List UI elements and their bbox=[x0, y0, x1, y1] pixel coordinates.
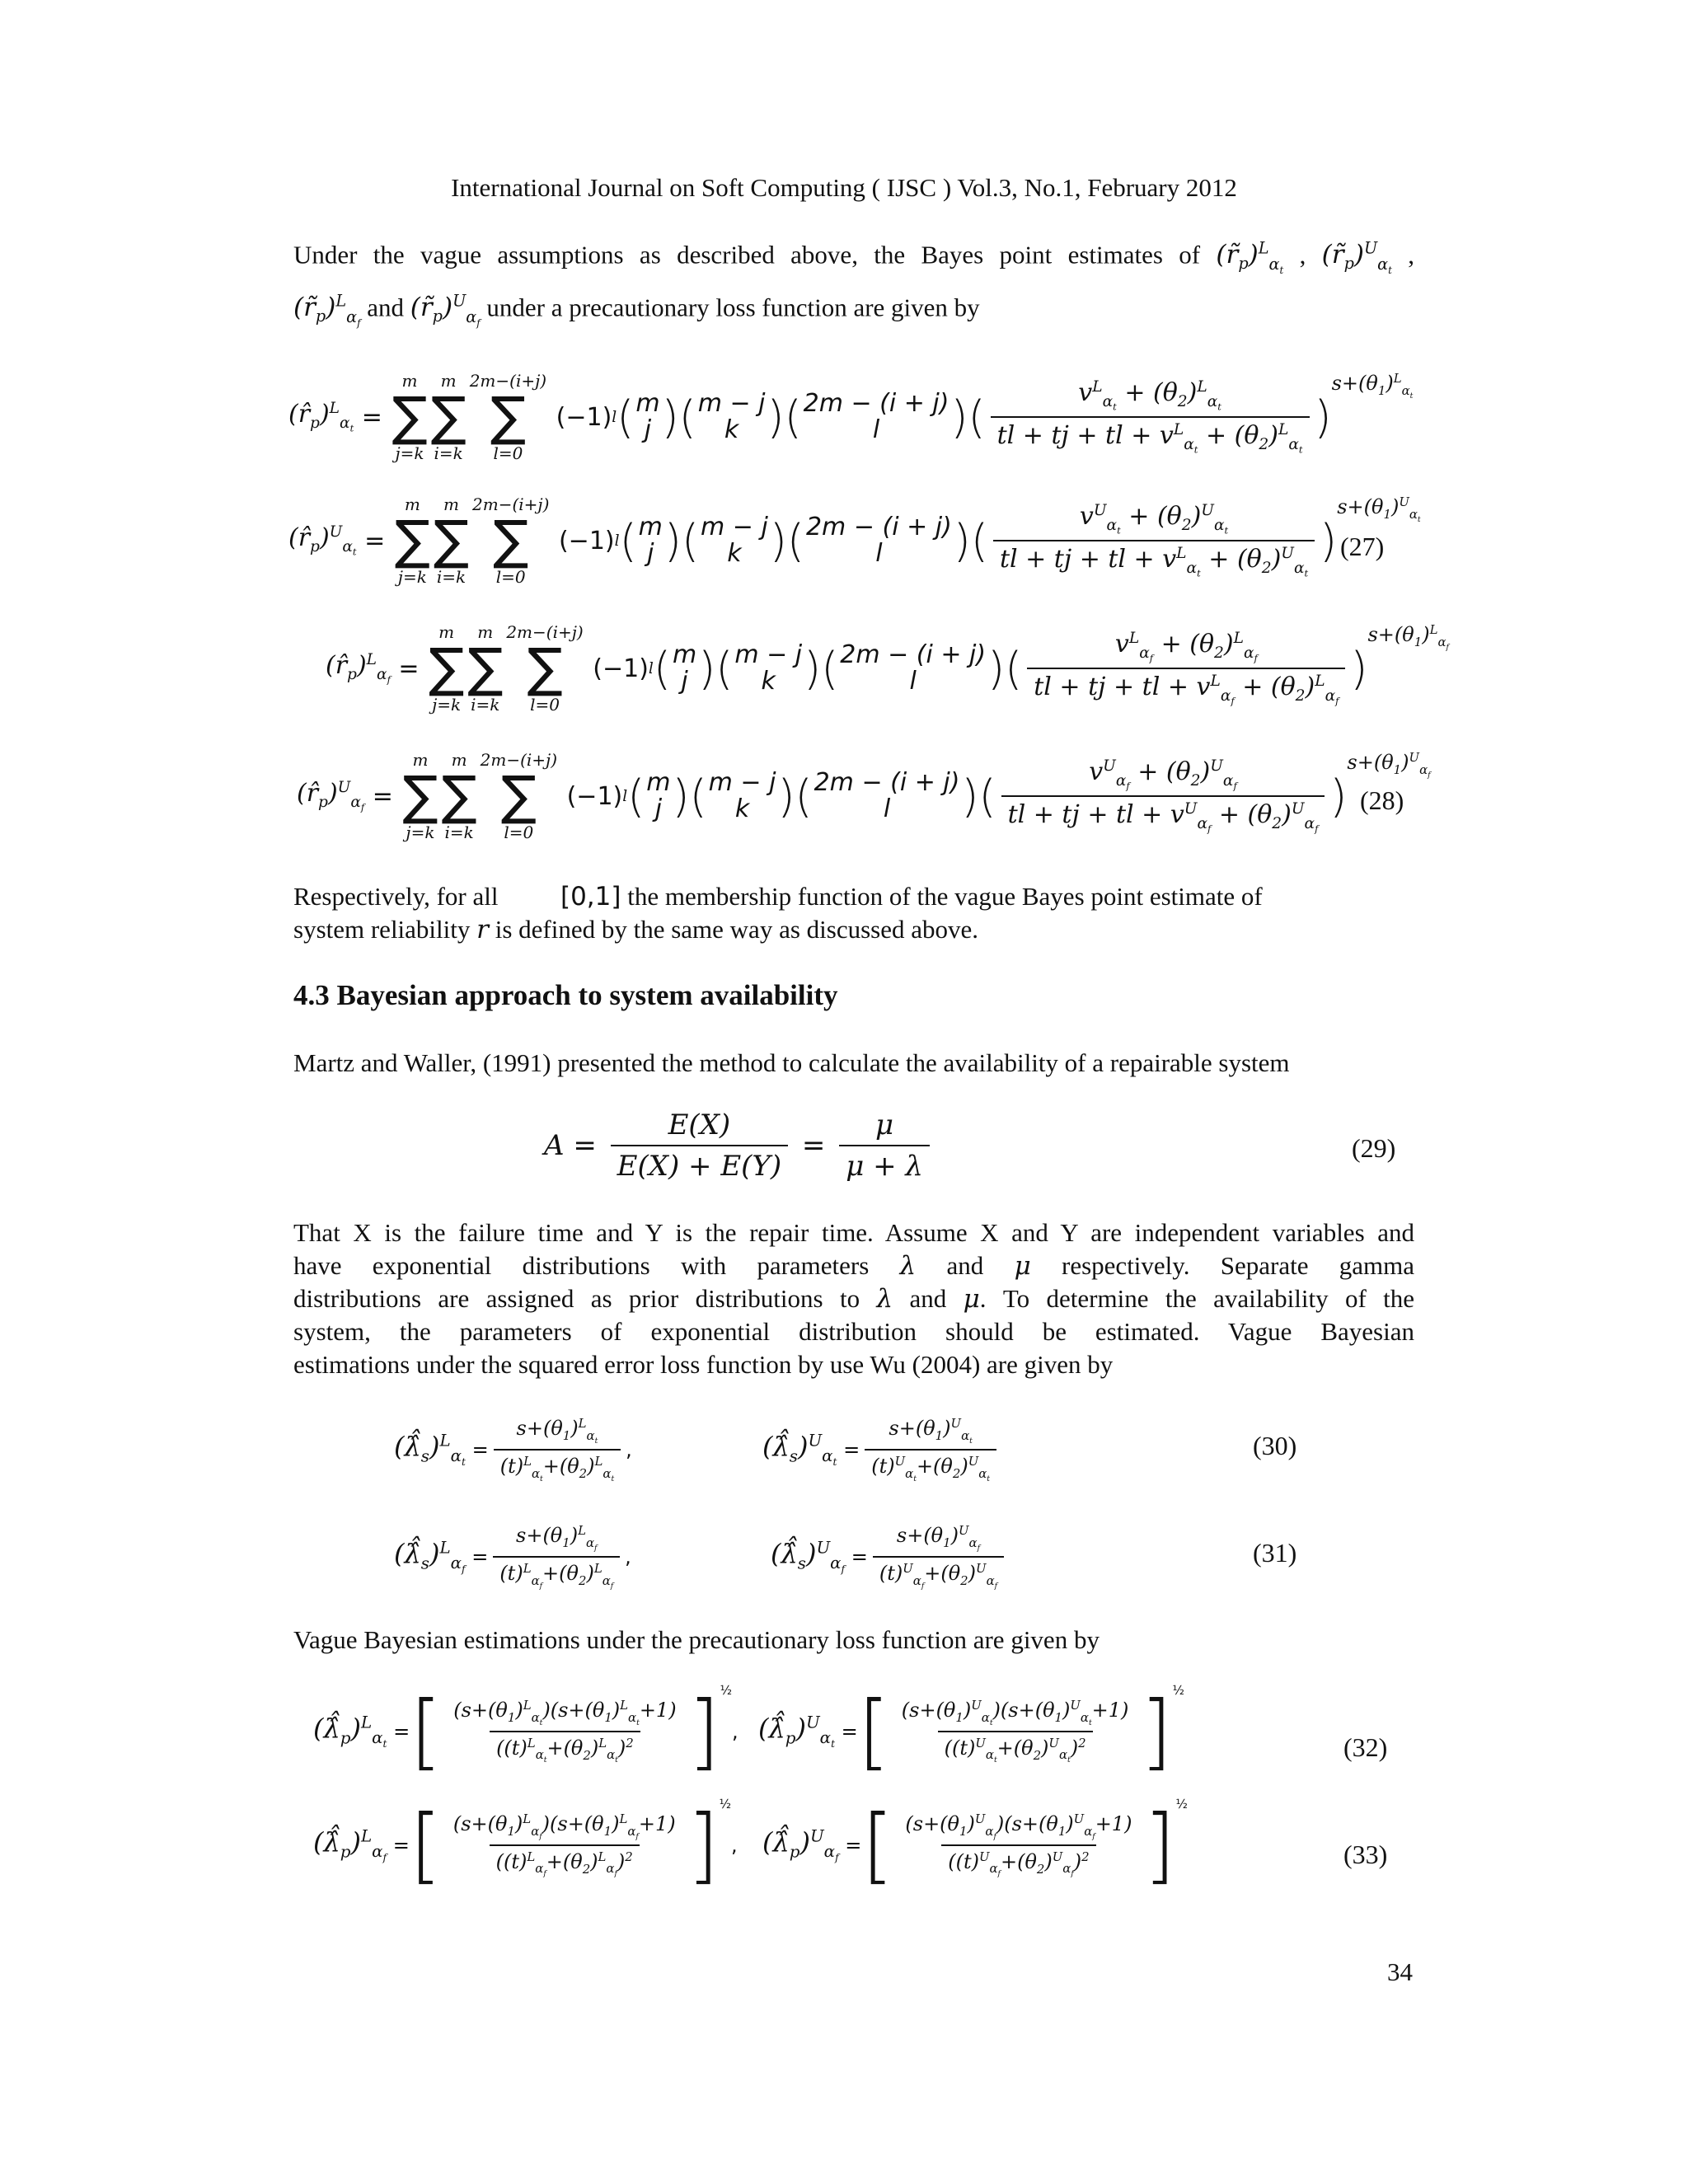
equation-32-lower: $(\lambdâ̂_p)^L_{\alpha_t}$ = [ $\frac{(s+(\theta_1)^L_{\alpha_t})(s+(\theta_1)^L_{\alpha_t}+1)}{((t)^L_{\alpha_t}+(\theta_2)^L_{\alpha_t})^2}$ ] $^{\frac{1}{2}}$ , bbox=[313, 1683, 738, 1779]
equation-number-33: (33) bbox=[1343, 1840, 1388, 1869]
intro-paragraph-line1: Under the vague assumptions as described above, the Bayes point estimates of $(r̃_p)^L_{\alpha_t}$ , $(r̃_p)^U_{\alpha_t}$ , bbox=[293, 239, 1415, 276]
equation-31-upper: $(\lambdâ̂_s)^U_{\alpha_f}$ = $\frac{s+(\theta_1)^U_{\alpha_f}}{(t)^U_{\alpha_f}+(\theta_2)^U_{\alpha_f}}$ bbox=[771, 1523, 1009, 1591]
equation-33-upper: $(\lambdâ̂_p)^U_{\alpha_f}$ = [ $\frac{(s+(\theta_1)^U_{\alpha_f})(s+(\theta_1)^U_{\alpha_f}+1)}{((t)^U_{\alpha_f}+(\theta_2)^U_{\alpha_f})^2}$ ] $^{\frac{1}{2}}$ bbox=[762, 1797, 1188, 1893]
running-header: International Journal on Soft Computing ( IJSC ) Vol.3, No.1, February 2012 bbox=[451, 173, 1237, 202]
r-tilde-p-U-alpha-f: $(r̃_p)^U_{\alpha_f}$ bbox=[410, 292, 481, 329]
equation-number-30: (30) bbox=[1253, 1431, 1297, 1460]
equation-27-upper: $(r̂_p)^U_{\alpha_t}$ = m ∑ j=k m ∑ i=k 2m−(i+j) ∑ l=0 (−1) l ( m j ) ( m − j k ) ( 2m − (i + j) l ) ( $\frac{v^U_{\alpha_t} + (\theta_2)^U_{\alpha_t}}{tl + tj + tl + v^L_{\alpha_t} + (\theta_2)^U_{\alpha_t}}$ ) $^{s+(\theta_1 )^U_{\alpha_t}}$ bbox=[288, 494, 1421, 587]
assumption-paragraph-line3: distributions are assigned as prior distributions to λ and μ. To determine the availability of the bbox=[293, 1284, 1415, 1314]
equation-28-upper: $(r̂_p)^U_{\alpha_f}$ = m ∑ j=k m ∑ i=k 2m−(i+j) ∑ l=0 (−1) l ( m j ) ( m − j k ) ( 2m − (i + j) l ) ( $\frac{v^U_{\alpha_f} + (\theta_2)^U_{\alpha_f}}{tl + tj + tl + v^U_{\alpha_f} + (\theta_2)^U_{\alpha_f}}$ ) $^{s+(\theta_1 )^U_{\alpha_f}}$ bbox=[297, 750, 1431, 842]
equation-30-upper: $(\lambdâ̂_s)^U_{\alpha_t}$ = $\frac{s+(\theta_1)^U_{\alpha_t}}{(t)^U_{\alpha_t}+(\theta_2)^U_{\alpha_t}}$ bbox=[762, 1416, 1001, 1483]
assumption-paragraph-line2: have exponential distributions with parameters λ and μ respectively. Separate gamma bbox=[293, 1251, 1415, 1281]
equation-30-lower: $(\lambdâ̂_s)^L_{\alpha_t}$ = $\frac{s+(\theta_1)^L_{\alpha_t}}{(t)^L_{\alpha_t}+(\theta_2)^L_{\alpha_t}}$ , bbox=[394, 1416, 632, 1483]
equation-29: A = $\frac{E(X)}{E(X) + E(Y)}$ = $\frac{\mu}{\mu + \lambda}$ bbox=[544, 1108, 935, 1183]
assumption-paragraph-line1: That X is the failure time and Y is the repair time. Assume X and Y are independent variables and bbox=[293, 1218, 1414, 1247]
equation-number-31: (31) bbox=[1253, 1538, 1297, 1568]
precautionary-paragraph: Vague Bayesian estimations under the precautionary loss function are given by bbox=[293, 1625, 1100, 1654]
equation-33-lower: $(\lambdâ̂_p)^L_{\alpha_f}$ = [ $\frac{(s+(\theta_1)^L_{\alpha_f})(s+(\theta_1)^L_{\alpha_f}+1)}{((t)^L_{\alpha_f}+(\theta_2)^L_{\alpha_f})^2}$ ] $^{\frac{1}{2}}$ , bbox=[313, 1797, 738, 1893]
martz-waller-paragraph: Martz and Waller, (1991) presented the method to calculate the availability of a repairable system bbox=[293, 1048, 1290, 1077]
section-heading: 4.3 Bayesian approach to system availability bbox=[293, 979, 838, 1011]
membership-paragraph: Respectively, for all [0,1] the membership function of the vague Bayes point estimate of system reliability r is defined by the same way as discussed above. bbox=[293, 882, 1263, 944]
assumption-paragraph-line5: estimations under the squared error loss function by use Wu (2004) are given by bbox=[293, 1350, 1114, 1379]
equation-28-lower: $(r̂_p)^L_{\alpha_f}$ = m ∑ j=k m ∑ i=k 2m−(i+j) ∑ l=0 (−1) l ( m j ) ( m − j k ) ( 2m − (i + j) l ) ( $\frac{v^L_{\alpha_f} + (\theta_2)^L_{\alpha_f}}{tl + tj + tl + v^L_{\alpha_f} + (\theta_2)^L_{\alpha_f}}$ ) $^{s+(\theta_1 )^L_{\alpha_f}}$ bbox=[326, 622, 1449, 715]
intro-paragraph-line2: $(r̃_p)^L_{\alpha_f}$ and $(r̃_p)^U_{\alpha_f}$ under a precautionary loss function are given by bbox=[293, 292, 980, 329]
r-tilde-p-U-alpha-t: $(r̃_p)^U_{\alpha_t}$ bbox=[1321, 239, 1392, 276]
r-tilde-p-L-alpha-t: $(r̃_p)^L_{\alpha_t}$ bbox=[1216, 239, 1284, 276]
equation-number-27: (27) bbox=[1340, 532, 1385, 561]
page-number: 34 bbox=[1387, 1957, 1413, 1986]
assumption-paragraph-line4: system, the parameters of exponential distribution should be estimated. Vague Bayesian bbox=[293, 1317, 1414, 1346]
equation-number-32: (32) bbox=[1343, 1732, 1388, 1762]
equation-32-upper: $(\lambdâ̂_p)^U_{\alpha_t}$ = [ $\frac{(s+(\theta_1)^U_{\alpha_t})(s+(\theta_1)^U_{\alpha_t}+1)}{((t)^U_{\alpha_t}+(\theta_2)^U_{\alpha_t})^2}$ ] $^{\frac{1}{2}}$ bbox=[758, 1683, 1184, 1779]
equation-number-29: (29) bbox=[1352, 1133, 1396, 1163]
equation-27-lower: $(r̂_p)^L_{\alpha_t}$ = m ∑ j=k m ∑ i=k 2m−(i+j) ∑ l=0 (−1) l ( m j ) ( m − j k ) ( 2m − (i + j) l ) ( $\frac{v^L_{\alpha_t} + (\theta_2)^L_{\alpha_t}}{tl + tj + tl + v^L_{\alpha_t} + (\theta_2)^L_{\alpha_t}}$ ) $^{s+(\theta_1 )^L_{\alpha_t}}$ bbox=[288, 371, 1414, 463]
equation-31-lower: $(\lambdâ̂_s)^L_{\alpha_f}$ = $\frac{s+(\theta_1)^L_{\alpha_f}}{(t)^L_{\alpha_f}+(\theta_2)^L_{\alpha_f}}$ , bbox=[394, 1523, 631, 1591]
equation-number-28: (28) bbox=[1360, 785, 1404, 815]
r-tilde-p-L-alpha-f: $(r̃_p)^L_{\alpha_f}$ bbox=[293, 292, 361, 329]
